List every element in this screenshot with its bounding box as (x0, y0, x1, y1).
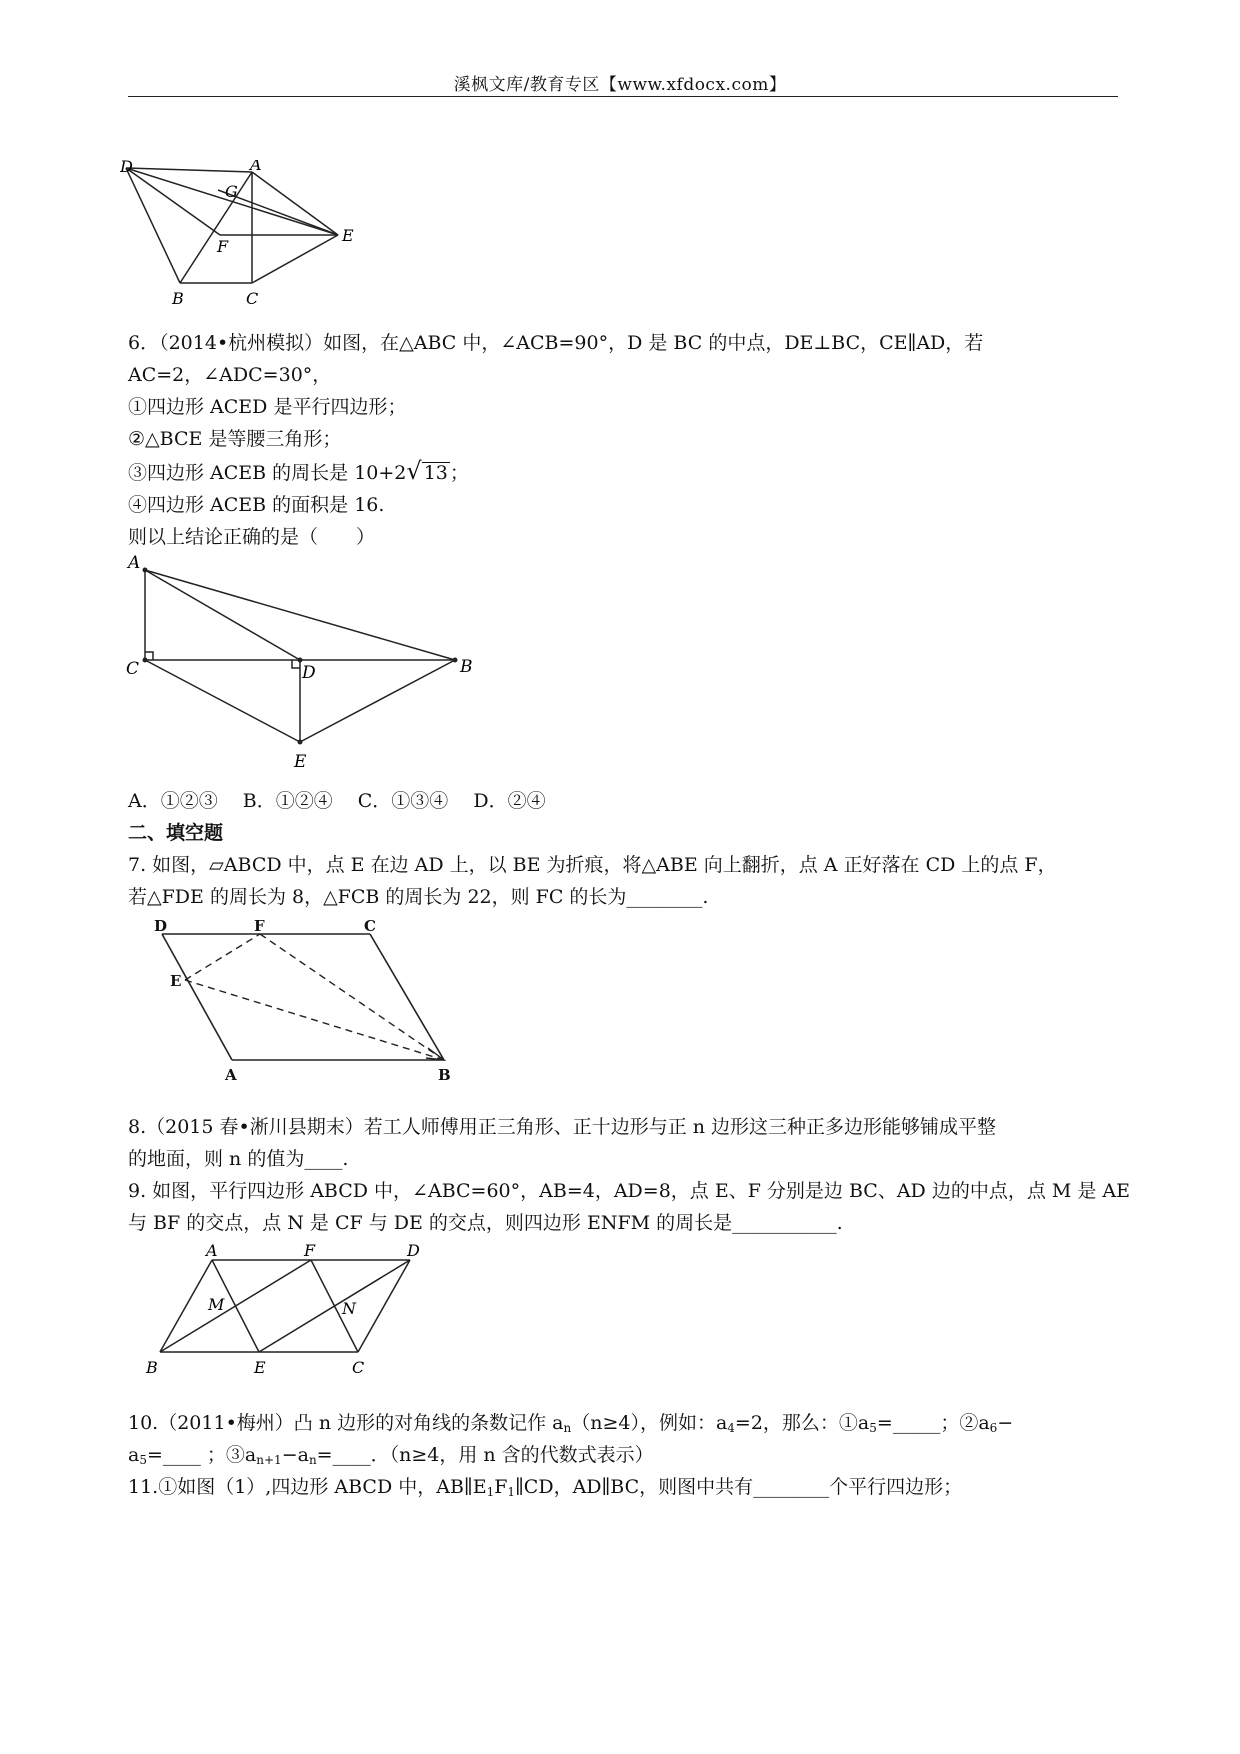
q10-sub: 4 (727, 1421, 735, 1435)
header-divider (128, 96, 1118, 97)
q10-text-e: − (997, 1412, 1014, 1434)
label-E: E (170, 972, 182, 990)
q10-text-c: =2，那么：①a (734, 1412, 870, 1434)
q11-text-c: ∥CD，AD∥BC，则图中共有________个平行四边形； (515, 1476, 963, 1498)
label-C: C (126, 659, 140, 679)
q8-line1: 8.（2015 春•淅川县期末）若工人师傅用正三角形、正十边形与正 n 边形这三种正多边形能够铺成平整 (128, 1116, 997, 1138)
sqrt-icon: √ (406, 457, 422, 485)
q10-line1 (128, 1412, 1013, 1439)
section-title: 二、填空题 (128, 822, 224, 844)
label-C: C (364, 918, 376, 935)
label-G: G (225, 182, 238, 201)
q9-line1: 9. 如图，平行四边形 ABCD 中，∠ABC=60°，AB=4，AD=8，点 E、F 分别是边 BC、AD 边的中点，点 M 是 AE (128, 1180, 1130, 1202)
q6-statement-3 (128, 457, 469, 485)
q10-sub: 5 (139, 1453, 147, 1467)
q6-options: A．①②③ B．①②④ C．①③④ D．②④ (128, 790, 546, 812)
q8-line2: 的地面，则 n 的值为____. (128, 1148, 349, 1170)
figure-q6-svg (120, 552, 480, 777)
label-C: C (352, 1358, 365, 1377)
q6-s3-end: ； (449, 462, 469, 484)
label-D: D (154, 918, 168, 935)
q6-s3-root: 13 (423, 462, 448, 484)
q10-text-d: =_____；②a (876, 1412, 990, 1434)
q7-line1 (128, 854, 1057, 876)
q7-line2: 若△FDE 的周长为 8，△FCB 的周长为 22，则 FC 的长为________. (128, 886, 709, 908)
q10-sub: n+1 (256, 1453, 282, 1467)
q10-sub: 5 (869, 1421, 877, 1435)
q6-line2: AC=2，∠ADC=30°， (128, 364, 332, 386)
q11-sub: 1 (507, 1485, 516, 1499)
label-M: M (208, 1295, 225, 1314)
label-A: A (250, 160, 262, 174)
q6-line1: 6．（2014•杭州模拟）如图，在△ABC 中，∠ACB=90°，D 是 BC 的中点，DE⊥BC，CE∥AD，若 (128, 332, 984, 354)
label-A: A (225, 1066, 237, 1084)
figure-q7 (150, 918, 460, 1092)
q10-text-h: −a (281, 1444, 309, 1466)
q11-line1 (128, 1476, 962, 1503)
label-D: D (407, 1241, 420, 1260)
q11-text-b: F (494, 1476, 508, 1498)
q10-text-a: 10.（2011•梅州）凸 n 边形的对角线的条数记作 a (128, 1412, 564, 1434)
figure-q9-svg (140, 1240, 440, 1380)
label-A: A (206, 1241, 218, 1260)
q7-line1-post: ABCD 中，点 E 在边 AD 上，以 BE 为折痕，将△ABE 向上翻折，点 A 正好落在 CD 上的点 F， (223, 854, 1057, 876)
figure-q6 (120, 552, 480, 781)
q9-line2: 与 BF 的交点，点 N 是 CF 与 DE 的交点，则四边形 ENFM 的周长是___________. (128, 1212, 843, 1234)
q6-statement-4: ④四边形 ACEB 的面积是 16. (128, 494, 385, 516)
label-E: E (254, 1358, 266, 1377)
q10-text-i: =____．（n≥4，用 n 含的代数式表示） (316, 1444, 654, 1466)
label-B: B (460, 657, 473, 677)
q10-text-f: a (128, 1444, 140, 1466)
label-D: D (302, 663, 316, 683)
q11-text-a: 11.①如图（1）,四边形 ABCD 中，AB∥E (128, 1476, 487, 1498)
q6-question: 则以上结论正确的是（ ） (128, 526, 376, 548)
label-B: B (172, 289, 184, 308)
q6-s3-text: ③四边形 ACEB 的周长是 10+2 (128, 462, 407, 484)
q7-line1-pre: 7. 如图， (128, 854, 210, 876)
label-F: F (254, 918, 265, 935)
label-C: C (246, 289, 259, 308)
label-B: B (438, 1066, 451, 1084)
q6-statement-2: ②△BCE 是等腰三角形； (128, 428, 342, 450)
figure-q9 (140, 1240, 440, 1384)
label-N: N (342, 1299, 356, 1318)
q10-sub: 6 (989, 1421, 998, 1435)
label-F: F (304, 1241, 316, 1260)
page-header: 溪枫文库/教育专区【www.xfdocx.com】 (453, 75, 787, 95)
q10-sub: n (308, 1453, 317, 1467)
label-B: B (146, 1358, 158, 1377)
q10-line2 (128, 1444, 654, 1471)
label-D: D (120, 160, 133, 176)
parallelogram-icon: ▱ (209, 854, 224, 876)
q6-statement-1: ①四边形 ACED 是平行四边形； (128, 396, 407, 418)
label-E: E (294, 752, 307, 772)
figure-q7-svg (150, 918, 460, 1088)
q10-text-g: =____ ；③a (146, 1444, 257, 1466)
figure-top (120, 160, 360, 314)
q11-sub: 1 (486, 1485, 495, 1499)
label-E: E (342, 226, 354, 245)
label-F: F (217, 237, 229, 256)
q10-text-b: （n≥4），例如：a (571, 1412, 728, 1434)
figure-top-svg (120, 160, 360, 310)
q10-sub: n (563, 1421, 572, 1435)
label-A: A (128, 553, 141, 573)
